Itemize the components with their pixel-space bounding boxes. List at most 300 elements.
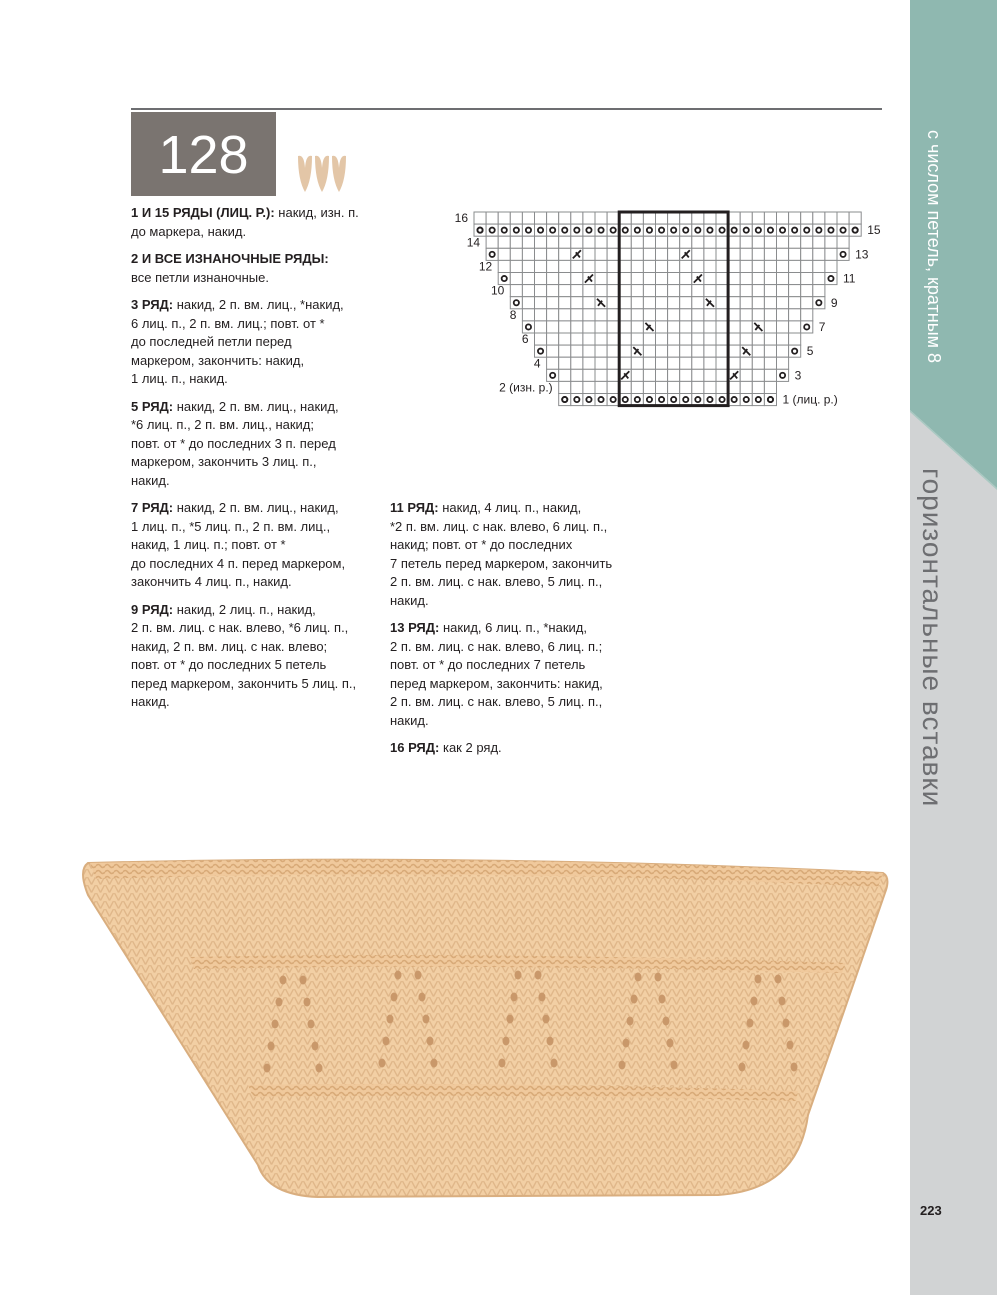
chart-cell — [619, 381, 631, 393]
chart-cell — [571, 321, 583, 333]
chart-cell — [752, 309, 764, 321]
chart-cell — [571, 297, 583, 309]
chart-cell — [680, 345, 692, 357]
chart-left-label: 2 (изн. р.) — [499, 380, 553, 395]
chart-cell — [752, 260, 764, 272]
chart-cell — [764, 273, 776, 285]
chart-cell — [668, 381, 680, 393]
chart-cell — [631, 321, 643, 333]
chart-cell — [547, 236, 559, 248]
chart-cell — [813, 248, 825, 260]
chart-cell — [559, 321, 571, 333]
chart-cell — [619, 345, 631, 357]
chart-cell — [764, 248, 776, 260]
chart-cell — [656, 224, 668, 236]
chart-cell — [837, 236, 849, 248]
chart-cell — [668, 394, 680, 406]
chart-cell — [571, 260, 583, 272]
chart-cell — [764, 394, 776, 406]
chart-cell — [583, 297, 595, 309]
chart-cell — [510, 224, 522, 236]
chart-cell — [801, 285, 813, 297]
chart-cell — [680, 285, 692, 297]
chart-cell — [728, 345, 740, 357]
chart-cell — [643, 357, 655, 369]
chart-cell — [704, 309, 716, 321]
chart-cell — [716, 248, 728, 260]
page-number: 223 — [920, 1203, 942, 1218]
chart-cell — [631, 297, 643, 309]
chart-cell — [607, 394, 619, 406]
eyelet-hole — [743, 1041, 750, 1050]
chart-cell — [631, 357, 643, 369]
eyelet-hole — [787, 1041, 794, 1050]
chart-cell — [595, 309, 607, 321]
chart-cell — [583, 285, 595, 297]
chart-cell — [619, 273, 631, 285]
chart-cell — [789, 224, 801, 236]
chart-cell — [728, 309, 740, 321]
chart-cell — [510, 212, 522, 224]
chart-cell — [656, 273, 668, 285]
chart-cell — [631, 224, 643, 236]
chart-cell — [680, 381, 692, 393]
eyelet-hole — [304, 998, 311, 1007]
eyelet-hole — [783, 1019, 790, 1028]
eyelet-hole — [739, 1063, 746, 1072]
chart-cell — [643, 369, 655, 381]
chart-cell — [656, 321, 668, 333]
eyelet-hole — [264, 1064, 271, 1073]
chart-cell — [486, 224, 498, 236]
chart-cell — [595, 394, 607, 406]
chart-cell — [668, 357, 680, 369]
knitted-sample-photo — [78, 845, 893, 1205]
chart-cell — [716, 381, 728, 393]
eyelet-hole — [379, 1059, 386, 1068]
chart-cell — [656, 333, 668, 345]
eyelet-hole — [503, 1037, 510, 1046]
chart-right-label: 11 — [843, 271, 856, 286]
chart-cell — [680, 212, 692, 224]
chart-cell — [631, 381, 643, 393]
eyelet-hole — [551, 1059, 558, 1068]
chart-cell — [619, 321, 631, 333]
chart-cell — [692, 224, 704, 236]
chart-cell — [619, 212, 631, 224]
chart-cell — [777, 248, 789, 260]
chart-cell — [801, 248, 813, 260]
chart-cell — [728, 236, 740, 248]
chart-cell — [789, 333, 801, 345]
chart-cell — [498, 224, 510, 236]
chart-cell — [559, 260, 571, 272]
chart-cell — [764, 236, 776, 248]
chart-cell — [764, 357, 776, 369]
chart-cell — [607, 309, 619, 321]
eyelet-hole — [276, 998, 283, 1007]
chart-cell — [764, 224, 776, 236]
chart-cell — [547, 297, 559, 309]
chart-cell — [752, 224, 764, 236]
chart-cell — [777, 285, 789, 297]
chart-cell — [813, 297, 825, 309]
chart-cell — [752, 369, 764, 381]
chart-cell — [668, 369, 680, 381]
chart-cell — [607, 369, 619, 381]
chart-cell — [825, 248, 837, 260]
chart-cell — [522, 297, 534, 309]
eyelet-hole — [623, 1039, 630, 1048]
chart-cell — [813, 285, 825, 297]
chart-cell — [619, 248, 631, 260]
chart-cell — [777, 236, 789, 248]
chart-cell — [692, 321, 704, 333]
chart-cell — [583, 321, 595, 333]
chart-cell — [837, 248, 849, 260]
chart-cell — [680, 394, 692, 406]
chart-cell — [595, 357, 607, 369]
chart-right-label: 1 (лиц. р.) — [782, 392, 838, 407]
chart-cell — [656, 381, 668, 393]
chart-cell — [607, 345, 619, 357]
chart-cell — [656, 394, 668, 406]
instruction-row-16: 16 РЯД: как 2 ряд. — [390, 740, 502, 755]
chart-cell — [522, 285, 534, 297]
eyelet-hole — [635, 973, 642, 982]
chart-cell — [813, 224, 825, 236]
chart-cell — [595, 273, 607, 285]
chart-cell — [522, 236, 534, 248]
chart-cell — [631, 212, 643, 224]
chart-cell — [692, 309, 704, 321]
chart-cell — [571, 273, 583, 285]
chart-cell — [559, 394, 571, 406]
chart-cell — [704, 224, 716, 236]
chart-cell — [692, 369, 704, 381]
chart-cell — [680, 309, 692, 321]
chart-cell — [619, 260, 631, 272]
eyelet-hole — [631, 995, 638, 1004]
chart-cell — [692, 357, 704, 369]
chart-cell — [535, 273, 547, 285]
chart-cell — [547, 345, 559, 357]
chart-cell — [728, 357, 740, 369]
chart-cell — [777, 321, 789, 333]
chart-cell — [728, 394, 740, 406]
chart-cell — [583, 236, 595, 248]
chart-cell — [728, 224, 740, 236]
chart-cell — [728, 212, 740, 224]
eyelet-hole — [383, 1037, 390, 1046]
chart-cell — [704, 321, 716, 333]
chart-left-label: 16 — [454, 211, 468, 226]
chart-cell — [716, 260, 728, 272]
chart-grid — [474, 212, 861, 406]
chart-cell — [740, 357, 752, 369]
chart-cell — [825, 260, 837, 272]
chart-cell — [547, 321, 559, 333]
chart-cell — [631, 394, 643, 406]
chart-cell — [764, 260, 776, 272]
chart-cell — [740, 333, 752, 345]
chart-cell — [801, 260, 813, 272]
chart-cell — [571, 212, 583, 224]
chart-cell — [692, 212, 704, 224]
chart-cell — [535, 321, 547, 333]
eyelet-hole — [659, 995, 666, 1004]
chart-cell — [522, 260, 534, 272]
chart-cell — [522, 309, 534, 321]
eyelet-hole — [507, 1015, 514, 1024]
chart-cell — [643, 273, 655, 285]
eyelet-hole — [543, 1015, 550, 1024]
chart-cell — [607, 381, 619, 393]
chart-cell — [631, 285, 643, 297]
eyelet-hole — [515, 971, 522, 980]
chart-left-label: 8 — [509, 307, 517, 322]
chart-cell — [668, 260, 680, 272]
chart-cell — [535, 333, 547, 345]
chart-cell — [764, 321, 776, 333]
chart-left-label: 10 — [490, 283, 505, 298]
chart-cell — [716, 333, 728, 345]
eyelet-hole — [547, 1037, 554, 1046]
chart-cell — [643, 236, 655, 248]
chart-cell — [535, 236, 547, 248]
chart-cell — [764, 345, 776, 357]
chart-cell — [680, 369, 692, 381]
chart-cell — [668, 333, 680, 345]
chart-cell — [716, 394, 728, 406]
chart-cell — [559, 273, 571, 285]
chart-cell — [571, 309, 583, 321]
chart-cell — [619, 309, 631, 321]
chart-cell — [692, 236, 704, 248]
eyelet-hole — [312, 1042, 319, 1051]
chart-cell — [704, 394, 716, 406]
eyelet-hole — [667, 1039, 674, 1048]
chart-cell — [583, 357, 595, 369]
chart-cell — [619, 357, 631, 369]
chart-cell — [559, 381, 571, 393]
chart-cell — [619, 224, 631, 236]
chart-cell — [801, 273, 813, 285]
chart-cell — [631, 260, 643, 272]
chart-cell — [631, 333, 643, 345]
chart-cell — [498, 236, 510, 248]
chart-cell — [486, 236, 498, 248]
chart-cell — [522, 212, 534, 224]
chart-cell — [547, 357, 559, 369]
difficulty-icon — [296, 154, 348, 194]
chart-cell — [595, 212, 607, 224]
eyelet-hole — [779, 997, 786, 1006]
chart-cell — [680, 236, 692, 248]
chart-cell — [716, 369, 728, 381]
sidebar-title: горизонтальные вставки — [917, 468, 948, 808]
chart-cell — [595, 333, 607, 345]
chart-cell — [607, 297, 619, 309]
chart-cell — [716, 212, 728, 224]
chart-cell — [704, 236, 716, 248]
chart-right-label: 5 — [806, 344, 814, 359]
chart-cell — [764, 333, 776, 345]
chart-cell — [728, 321, 740, 333]
eyelet-hole — [671, 1061, 678, 1070]
chart-cell — [680, 321, 692, 333]
chart-cell — [801, 309, 813, 321]
chart-cell — [764, 285, 776, 297]
chart-cell — [595, 285, 607, 297]
eyelet-hole — [415, 971, 422, 980]
chart-cell — [716, 321, 728, 333]
chart-cell — [813, 273, 825, 285]
chart-cell — [631, 236, 643, 248]
chart-cell — [559, 224, 571, 236]
eyelet-hole — [775, 975, 782, 984]
chart-cell — [668, 224, 680, 236]
chart-cell — [668, 236, 680, 248]
chart-cell — [692, 333, 704, 345]
chart-cell — [801, 321, 813, 333]
chart-cell — [704, 273, 716, 285]
eyelet-hole — [499, 1059, 506, 1068]
chart-cell — [583, 309, 595, 321]
chart-cell — [777, 357, 789, 369]
chart-left-label: 6 — [521, 332, 529, 347]
chart-cell — [704, 333, 716, 345]
chart-cell — [825, 224, 837, 236]
instruction-row-7: 7 РЯД: накид, 2 п. вм. лиц., накид, 1 лиц. п., *5 лиц. п., 2 п. вм. лиц., накид, 1 лиц. п.; повт. от * до последних 4 п. перед маркером, закончить 4 лиц. п., накид. — [131, 500, 346, 589]
chart-cell — [789, 285, 801, 297]
chart-cell — [571, 381, 583, 393]
chart-cell — [692, 260, 704, 272]
chart-cell — [522, 273, 534, 285]
chart-cell — [837, 212, 849, 224]
chart-cell — [643, 212, 655, 224]
chart-cell — [559, 297, 571, 309]
chart-cell — [643, 394, 655, 406]
chart-cell — [498, 248, 510, 260]
chart-cell — [740, 309, 752, 321]
chart-cell — [777, 260, 789, 272]
chart-cell — [704, 285, 716, 297]
chart-cell — [740, 224, 752, 236]
chart-cell — [656, 236, 668, 248]
chart-cell — [535, 297, 547, 309]
chart-cell — [716, 297, 728, 309]
chart-cell — [692, 381, 704, 393]
eyelet-hole — [423, 1015, 430, 1024]
chart-cell — [704, 357, 716, 369]
chart-cell — [752, 394, 764, 406]
chart-cell — [619, 333, 631, 345]
chart-cell — [547, 260, 559, 272]
chart-cell — [656, 369, 668, 381]
pattern-number: 128 — [158, 125, 249, 185]
chart-right-label: 3 — [794, 368, 802, 383]
chart-cell — [547, 309, 559, 321]
chart-cell — [631, 273, 643, 285]
eyelet-hole — [280, 976, 287, 985]
eyelet-hole — [619, 1061, 626, 1070]
chart-cell — [752, 236, 764, 248]
eyelet-hole — [395, 971, 402, 980]
chart-cell — [583, 381, 595, 393]
header-rule — [131, 108, 882, 110]
chart-cell — [837, 224, 849, 236]
chart-cell — [474, 212, 486, 224]
chart-cell — [643, 248, 655, 260]
chart-cell — [752, 248, 764, 260]
chart-cell — [583, 345, 595, 357]
chart-cell — [498, 212, 510, 224]
chart-cell — [547, 333, 559, 345]
chart-cell — [740, 260, 752, 272]
chart-cell — [583, 248, 595, 260]
chart-cell — [789, 260, 801, 272]
eyelet-hole — [511, 993, 518, 1002]
instruction-row-11: 11 РЯД: накид, 4 лиц. п., накид, *2 п. вм. лиц. с нак. влево, 6 лиц. п., накид; повт. от * до последних 7 петель перед маркером, закончить 2 п. вм. лиц. с нак. влево, 5 лиц. п., накид. — [390, 500, 613, 608]
chart-cell — [607, 236, 619, 248]
chart-cell — [777, 369, 789, 381]
chart-right-label: 15 — [867, 223, 881, 238]
instruction-rows-1-15: 1 И 15 РЯДЫ (ЛИЦ. Р.): накид, изн. п. до маркера, накид. — [131, 205, 359, 239]
chart-cell — [510, 273, 522, 285]
chart-cell — [704, 212, 716, 224]
instruction-row-3: 3 РЯД: накид, 2 п. вм. лиц., *накид, 6 лиц. п., 2 п. вм. лиц.; повт. от * до последней петли перед маркером, закончить: накид, 1 лиц. п., накид. — [131, 297, 344, 386]
sidebar-subtitle: с числом петель, кратным 8 — [924, 130, 944, 364]
chart-cell — [752, 357, 764, 369]
chart-cell — [535, 309, 547, 321]
chart-cell — [656, 309, 668, 321]
chart-cell — [825, 273, 837, 285]
chart-cell — [559, 248, 571, 260]
chart-cell — [668, 345, 680, 357]
chart-cell — [777, 224, 789, 236]
chart-cell — [619, 297, 631, 309]
chart-cell — [510, 260, 522, 272]
chart-cell — [595, 236, 607, 248]
chart-cell — [559, 357, 571, 369]
chart-cell — [740, 321, 752, 333]
chart-cell — [692, 394, 704, 406]
chart-cell — [801, 297, 813, 309]
chart-cell — [607, 224, 619, 236]
chart-cell — [631, 248, 643, 260]
chart-right-label: 7 — [818, 319, 826, 334]
chart-cell — [716, 236, 728, 248]
instruction-row-13: 13 РЯД: накид, 6 лиц. п., *накид, 2 п. вм. лиц. с нак. влево, 6 лиц. п.; повт. от * до последних 7 петель перед маркером, закончить: накид, 2 п. вм. лиц. с нак. влево, 5 лиц. п., накид. — [390, 620, 603, 728]
chart-cell — [680, 297, 692, 309]
chart-cell — [595, 224, 607, 236]
chart-cell — [728, 285, 740, 297]
chart-cell — [559, 309, 571, 321]
eyelet-hole — [300, 976, 307, 985]
eyelet-hole — [751, 997, 758, 1006]
chart-cell — [547, 285, 559, 297]
instruction-row-5: 5 РЯД: накид, 2 п. вм. лиц., накид, *6 лиц. п., 2 п. вм. лиц., накид; повт. от * до последних 3 п. перед маркером, закончить 3 лиц. п., накид. — [131, 398, 339, 488]
chart-cell — [777, 309, 789, 321]
chart-cell — [595, 345, 607, 357]
knitting-chart — [430, 205, 881, 450]
chart-cell — [656, 285, 668, 297]
chart-cell — [668, 212, 680, 224]
chart-cell — [547, 248, 559, 260]
eyelet-hole — [755, 975, 762, 984]
chart-cell — [704, 260, 716, 272]
